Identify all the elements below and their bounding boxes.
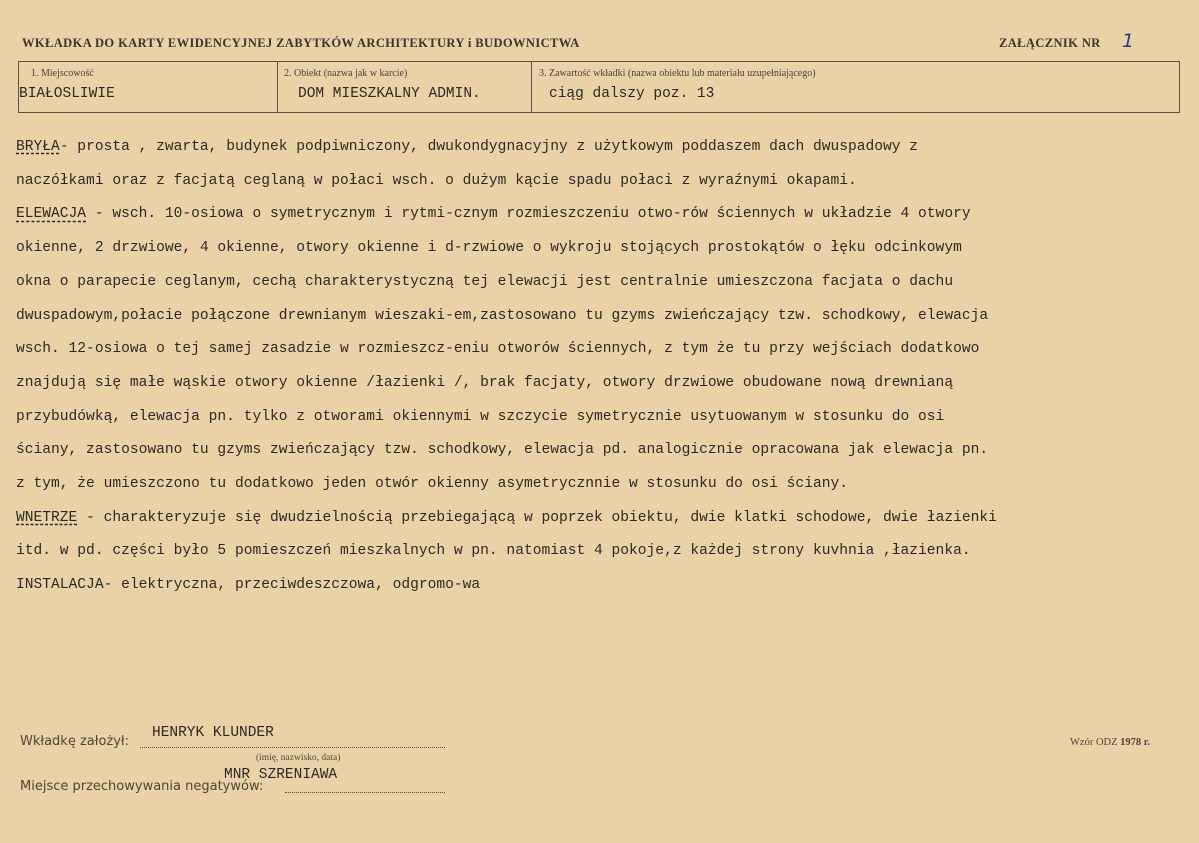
body-line (16, 232, 1181, 266)
inserted-by-line (140, 747, 445, 748)
annex-number: 1 (1122, 30, 1135, 52)
storage-value: MNR SZRENIAWA (224, 767, 338, 783)
body-line-text: - prosta , zwarta, budynek podpiwniczony, dwukondygnacyjny z użytkowym poddaszem dach dwuspadowy z (59, 139, 919, 155)
object-value: DOM MIESZKALNY ADMIN. (298, 86, 481, 102)
inserted-by-hint: (imię, nazwisko, data) (256, 753, 341, 763)
contents-label: 3. Zawartość wkładki (nazwa obiektu lub materiału uzupełniającego) (539, 68, 816, 79)
body-line-text: przybudówką, elewacja pn. tylko z otworami okiennymi w szczycie symetrycznie usytuowanym w stosunku do osi (16, 408, 945, 425)
body-line (16, 535, 1181, 569)
body-line-text: znajdują się małe wąskie otwory okienne /łazienki /, brak facjaty, otwory drzwiowe obudowane nową drewnianą (16, 374, 954, 391)
body-line-text: wsch. 12-osiowa o tej samej zasadzie w rozmieszcz-eniu otworów ściennych, z tym że tu przy wejściach dodatkowo (16, 341, 980, 358)
body-line (16, 401, 1181, 435)
section-heading: ELEWACJA (16, 206, 87, 223)
body-line-text: - wsch. 10-osiowa o symetrycznym i rytmi-cznym rozmieszczeniu otwo-rów ściennych w układzie 4 otwory (86, 206, 971, 223)
form-model-year: 1978 r. (1120, 737, 1151, 748)
body-line (16, 502, 1181, 536)
body-line-text: ściany, zastosowano tu gzyms zwieńczający tzw. schodkowy, elewacja pd. analogicznie opracowana jak elewacja pn. (16, 442, 989, 459)
body-line-text: - charakteryzuje się dwudzielnością przebiegającą w poprzek obiektu, dwie klatki schodowe, dwie łazienki (77, 509, 997, 526)
document-title: WKŁADKA DO KARTY EWIDENCYJNEJ ZABYTKÓW ARCHITEKTURY i BUDOWNICTWA (22, 36, 580, 50)
section-heading: BRYŁA (16, 139, 60, 155)
body-line-text: dwuspadowym,połacie połączone drewnianym wieszaki-em,zastosowano tu gzyms zwieńczający tzw. schodkowy, elewacja (16, 307, 989, 324)
field-divider (277, 62, 278, 112)
body-line (16, 367, 1181, 401)
field-divider (531, 62, 532, 112)
body-line-text: itd. w pd. części było 5 pomieszczeń mieszkalnych w pn. natomiast 4 pokoje,z każdej strony kuvhnia ,łazienka. (16, 543, 971, 560)
body-line (16, 569, 1181, 603)
description-body (16, 131, 1181, 603)
storage-line (285, 792, 445, 793)
storage-label: Miejsce przechowywania negatywów: (20, 779, 264, 794)
object-label: 2. Obiekt (nazwa jak w karcie) (284, 68, 408, 79)
contents-value: ciąg dalszy poz. 13 (549, 86, 715, 102)
body-line (16, 300, 1181, 334)
locality-label: 1. Miejscowość (31, 68, 94, 79)
body-line (16, 468, 1181, 502)
body-line-text: okna o parapecie ceglanym, cechą charakterystyczną tej elewacji jest centralnie umieszczona facjata o dachu (16, 273, 954, 290)
form-model-label (1070, 737, 1150, 748)
section-heading: WNETRZE (16, 509, 78, 526)
inserted-by-label: Wkładkę założył: (20, 734, 129, 749)
body-line-text: INSTALACJA- elektryczna, przeciwdeszczowa, odgromo-wa (16, 577, 481, 594)
body-line-text: okienne, 2 drzwiowe, 4 okienne, otwory okienne i d-rzwiowe o wykroju stojących prostokątów o łęku odcinkowym (16, 240, 962, 257)
form-model-prefix: Wzór ODZ (1070, 737, 1118, 748)
body-line (16, 165, 1181, 199)
body-line-text: naczółkami oraz z facjatą ceglaną w połaci wsch. o dużym kącie spadu połaci z wyraźnymi okapami. (16, 172, 857, 189)
body-line (16, 333, 1181, 367)
body-line (16, 131, 1181, 165)
body-line-text: z tym, że umieszczono tu dodatkowo jeden otwór okienny asymetrycznnie w stosunku do osi ściany. (16, 476, 848, 493)
body-line (16, 434, 1181, 468)
locality-value: BIAŁOSLIWIE (19, 86, 115, 102)
inserted-by-value: HENRYK KLUNDER (152, 725, 274, 741)
fields-box (18, 61, 1180, 113)
body-line (16, 198, 1181, 232)
annex-label: ZAŁĄCZNIK NR (999, 36, 1101, 50)
body-line (16, 266, 1181, 300)
